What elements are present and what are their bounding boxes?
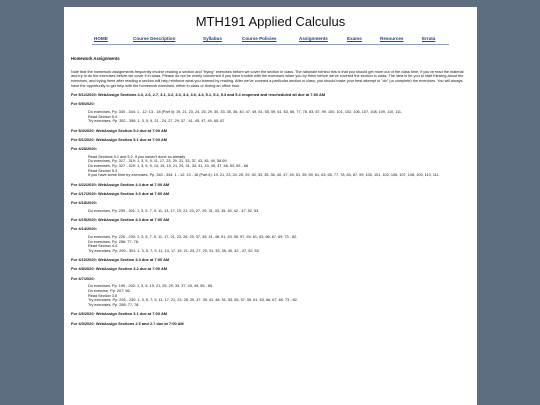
assignment-line: Try exercises, Pp. 299 - 301: 1, 3, 5, 7, 9, 11, 13, 17, 19, 21, 23, 27, 29, 31, 33, 35, 40, 42 - 47, 52, 53 [88, 248, 259, 253]
nav-link-exams[interactable]: Exams [347, 36, 362, 41]
assignment-list [71, 93, 470, 326]
assignment-entry [71, 277, 470, 308]
assignment-line: Do exercises, Pp. 317 - 319: 1, 3, 5, 9, 11, 17, 23, 29, 31, 33, 37, 43, 45, 49, 58-69 [88, 159, 227, 164]
assignment-line: Do exercises, Pp. 226 - 230: 1, 3, 5, 7, 9, 11, 17, 21, 23, 28, 29, 37, 39, 41, 48, 51, 53, 55, 57, 59, 61, 63, 66, 67, 69, 73 - 82. [88, 234, 298, 239]
assignment-line: Read Section 3.6 [88, 293, 118, 298]
assignment-entry [71, 227, 470, 254]
assignment-entry [71, 201, 470, 213]
assignment-date-title: For 4/18/2020: [71, 200, 97, 206]
nav-link-resources[interactable]: Resources [380, 36, 404, 41]
nav-link-course-policies[interactable]: Course Policies [242, 36, 277, 41]
assignment-line: Do exercise, Pp. 207: 96. [88, 289, 131, 293]
assignment-line: Try exercises, Pp. 226 - 230: 1, 3, 5, 7, 9, 11, 17, 21, 23, 28, 29, 37, 39, 41, 48, 51, 53, 55, 57, 59, 61, 63, 66, 67, 69, 73 - 82. [88, 298, 298, 303]
assignment-entry [71, 93, 470, 98]
assignment-line: If you have some time try exercises, Pp. 340 - 344: 1 - 12: 13 - 18 (Part ii): 19, 21, 23, 24, 25, 29, 30, 33, 35, 36, 40, 47, 49, 51, 55, 59, 61, 63, 65, 77, 78, 83, 87, 99, 100, 101, 102, 106, 107, 108, 109, 110, 111. [88, 173, 440, 178]
assignment-date-title: For 4/17/2020: WebAssign Section 3.6 due at 7:00 AM [71, 190, 170, 196]
assignment-line: Do exercises, Pp. 199 - 202: 1, 3, 5, 19, 21, 25, 29, 33, 37, 43, 49, 55 - 65 [88, 284, 213, 289]
assignment-entry [71, 183, 470, 188]
assignment-line: Read Section 5.3 [88, 168, 118, 173]
assignment-line: Try exercises, Pp. 286: 77, 78. [88, 303, 140, 308]
assignment-entry [71, 192, 470, 197]
assignment-details [88, 235, 470, 254]
main-nav [64, 36, 477, 46]
assignment-entry [71, 102, 470, 124]
assignment-entry [71, 322, 470, 327]
assignment-date-title: For 4/14/2020: [71, 226, 97, 232]
nav-link-syllabus[interactable]: Syllabus [203, 36, 222, 41]
assignment-details [88, 110, 470, 124]
page-heading: Homework Assignments [71, 56, 120, 61]
assignment-entry [71, 138, 470, 143]
assignment-date-title: For 5/4/2020: WebAssign Section 5.2 due at 7:00 AM [71, 127, 167, 133]
assignment-line: Read Section 5.4 [88, 114, 118, 119]
intro-paragraph: Note that the homework assignments frequently involve reading a section and "trying" exercises before we cover the section in class. The rationale behind this is that you should get more out of the class time, if you've read the material and try to do the exercises before we cover it in class. Please do not be overly concerned if you have trouble with the exercises when you try them before we've covered the section in class. The idea is for you to start thinking about the exercises, and trying them after reading a section will help reinforce what you learned by reading. After we've covered a particular section in class, you should make your best attempt to "do" (or complete) the exercises. You will always have the opportunity to get help with the homework exercises, either in class or during an office hour. [71, 69, 464, 88]
assignment-date-title: For 4/8/2020: WebAssign Section 3.2 due at 7:00 AM [71, 266, 167, 272]
assignment-line: Do exercises, Pp. 327 - 329: 1, 3, 5, 9, 13, 15, 19, 21, 29, 31, 33, 41, 43, 45, 47, 48, 53, 59 - 68 [88, 164, 248, 169]
assignment-details [88, 284, 470, 308]
assignment-entry [71, 129, 470, 134]
page-container [64, 7, 477, 405]
assignment-date-title: For 4/7/2020: [71, 275, 95, 281]
assignment-line: Try exercises, Pp. 352 - 356: 1, 3, 5, 9, 21 - 24, 27, 29, 37 - 41, 45, 47, 49, 65, 67 [88, 119, 225, 124]
assignment-date-title: For 5/5/2020: [71, 101, 95, 107]
assignment-date-title: For 4/6/2020: WebAssign Section 3.1 due at 7:00 AM [71, 311, 167, 317]
assignment-entry [71, 218, 470, 223]
assignment-line: Do exercises, Pp. 286: 77, 78. [88, 239, 139, 244]
assignment-date-title: For 4/28/2020: [71, 145, 97, 151]
nav-link-assignments[interactable]: Assignments [299, 36, 328, 41]
main-content [64, 57, 477, 326]
assignment-entry [71, 267, 470, 272]
assignment-line: Read Sections 5.1 and 5.2, if you haven't done so already [88, 154, 186, 159]
assignment-entry [71, 258, 470, 263]
assignment-line: Do exercises, Pp. 340 - 344: 1 - 12: 13 - 18 (Part ii): 19, 21, 23, 24, 25, 29, 30, 33, 35, 36, 40, 47, 49, 51, 55, 59, 61, 63, 65, 77, 78, 83, 87, 99, 100, 101, 102, 106, 107, 108, 109, 110, 111. [88, 109, 403, 114]
assignment-date-title: For 5/12/2020: WebAssign Sections 4.3, 2.6, 2.7, 3.1, 3.2, 3.3, 3.4, 3.6, 4.4, 5.1, 5.2, 5.3 and 5.4 reopened and rescheduled all due at 7:00 AM [71, 92, 326, 98]
assignment-line: Do exercises, Pp. 299 - 301: 1, 3, 5, 7, 9, 11, 13, 17, 19, 21, 23, 27, 29, 31, 33, 35, 40, 42 - 47, 52, 53 [88, 208, 259, 213]
assignment-entry [71, 147, 470, 178]
nav-link-course-description[interactable]: Course Description [133, 36, 176, 41]
nav-divider [92, 44, 449, 45]
assignment-details [88, 209, 470, 214]
assignment-date-title: For 5/1/2020: WebAssign Section 5.1 due at 7:00 AM [71, 136, 167, 142]
assignment-date-title: For 4/10/2020: WebAssign Section 3.3 due at 7:00 AM [71, 257, 170, 263]
assignment-date-title: For 4/22/2020: WebAssign Section 4.4 due at 7:00 AM [71, 181, 170, 187]
assignment-entry [71, 312, 470, 317]
nav-link-home[interactable]: HOME [94, 36, 108, 41]
assignment-details [88, 155, 470, 179]
assignment-date-title: For 4/3/2020: WebAssign Sections 2.6 and 2.7 due at 7:00 AM [71, 320, 184, 326]
assignment-line: Read Section 4.4 [88, 244, 118, 249]
nav-link-errata[interactable]: Errata [422, 36, 436, 41]
site-title: MTH191 Applied Calculus [195, 14, 346, 29]
assignment-date-title: For 4/15/2020: WebAssign Section 4.3 due at 7:00 AM [71, 216, 170, 222]
